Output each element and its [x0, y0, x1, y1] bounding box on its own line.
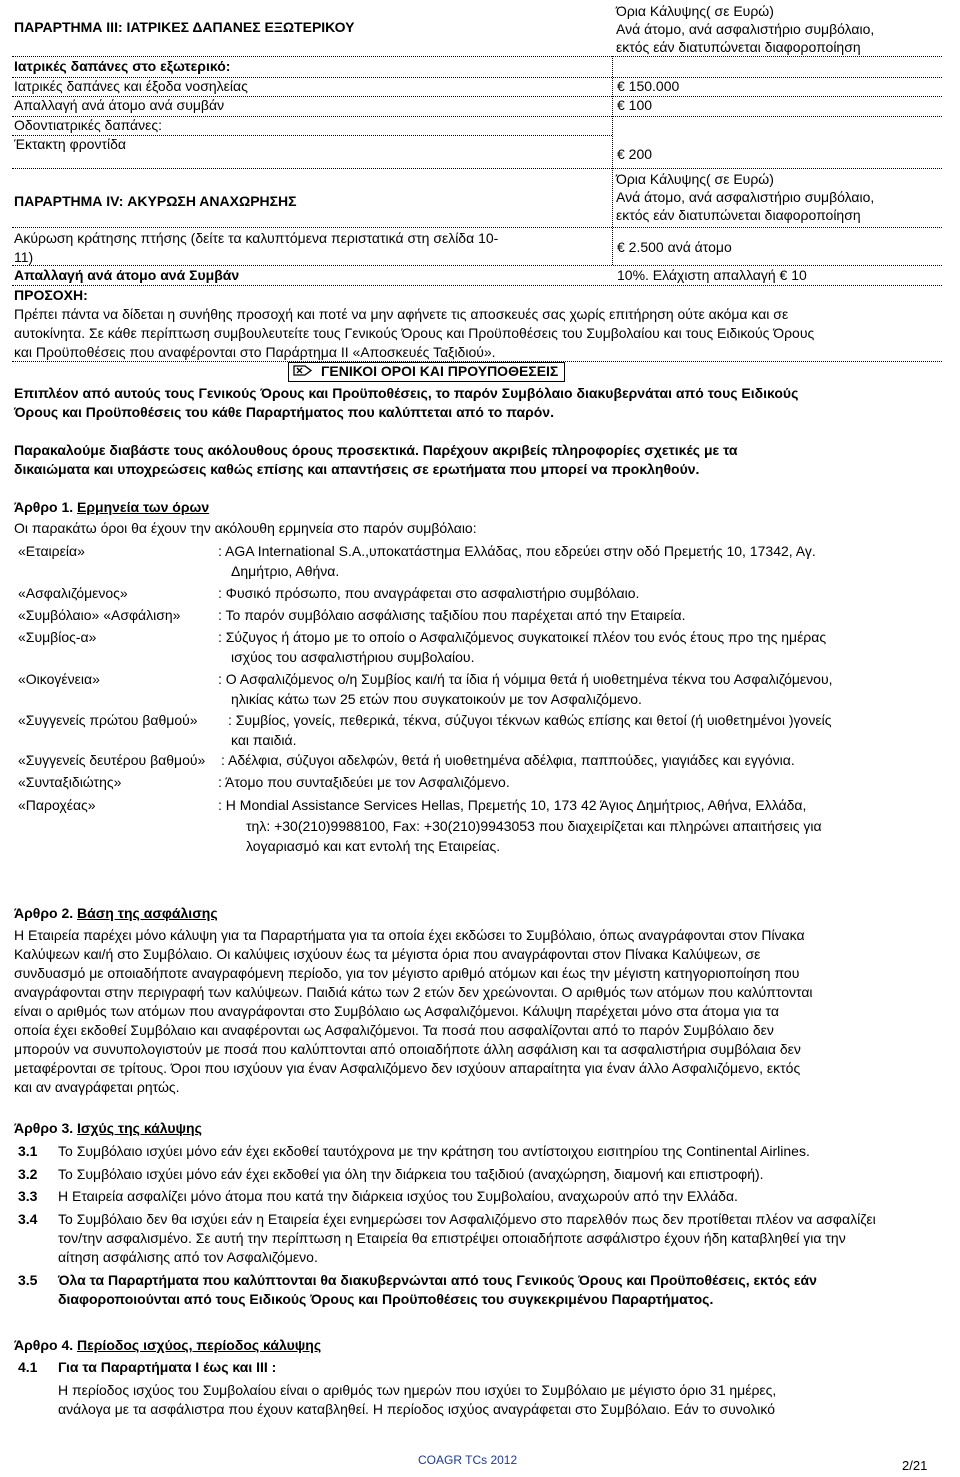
- limits-header: Όρια Κάλυψης( σε Ευρώ) Ανά άτομο, ανά ασφαλιστήριο συμβόλαιο, εκτός εάν διατυπώνεται διαφοροποίηση: [616, 3, 875, 55]
- article4-sub-num: 4.1: [18, 1359, 38, 1375]
- urgent-amount: € 200: [617, 146, 653, 162]
- read-carefully-text: Παρακαλούμε διαβάστε τους ακόλουθους όρους προσεκτικά. Παρέχουν ακριβείς πληροφορίες σχετικές με τα δικαιώματα και υποχρεώσεις καθώς επίσης και απαντήσεις σε ερωτήματα που μπορεί να προκληθούν.: [14, 442, 738, 477]
- hospital-amount: € 150.000: [617, 78, 680, 94]
- article1-lead: Οι παρακάτω όροι θα έχουν την ακόλουθη ερμηνεία στο παρόν συμβόλαιο:: [14, 520, 477, 536]
- pointing-hand-icon: [293, 364, 313, 380]
- limits-header-2: Όρια Κάλυψης( σε Ευρώ) Ανά άτομο, ανά ασφαλιστήριο συμβόλαιο, εκτός εάν διατυπώνεται διαφοροποίηση: [616, 171, 875, 223]
- excess-label: Απαλλαγή ανά άτομο ανά συμβάν: [14, 97, 225, 113]
- cancel-label: Ακύρωση κράτησης πτήσης (δείτε τα καλυπτόμενα περιστατικά στη σελίδα 10- 11): [14, 230, 499, 265]
- article2-heading: Άρθρο 2. Βάση της ασφάλισης: [14, 905, 218, 921]
- annex4-title: ΠΑΡΑΡΤΗΜΑ IV: ΑΚΥΡΩΣΗ ΑΝΑΧΩΡΗΣΗΣ: [14, 193, 297, 209]
- article4-line-1: Η περίοδος ισχύος του Συμβολαίου είναι ο αριθμός των ημερών που ισχύει το Συμβόλαιο με μέγιστο όριο 31 ημέρες,: [58, 1382, 777, 1398]
- excess-event-amount: 10%. Ελάχιστη απαλλαγή € 10: [617, 267, 807, 283]
- attention-title: ΠΡΟΣΟΧΗ:: [14, 287, 88, 303]
- article3-heading: Άρθρο 3. Ισχύς της κάλυψης: [14, 1120, 202, 1136]
- excess-event-label: Απαλλαγή ανά άτομο ανά Συμβάν: [14, 267, 240, 283]
- excess-amount: € 100: [617, 97, 653, 113]
- attention-text: Πρέπει πάντα να δίδεται η συνήθης προσοχή και ποτέ να μην αφήνετε τις αποσκευές σας χωρίς επιτήρηση ούτε ακόμα και σε αυτοκίνητα. Σε κάθε περίπτωση συμβουλευτείτε τους Γενικούς Όρους και Προϋποθέσεις του Συμβολαίου και τους Ειδικούς Όρους και Προϋποθέσεις που αναφέρονται στο Παράρτημα ΙΙ «Αποσκευές Ταξιδιού».: [14, 306, 815, 360]
- dental-label: Οδοντιατρικές δαπάνες:: [14, 117, 163, 133]
- general-terms-intro: Επιπλέον από αυτούς τους Γενικούς Όρους και Προϋποθέσεις, το παρόν Συμβόλαιο διακυβερνάται από τους Ειδικούς Όρους και Προϋποθέσεις του κάθε Παραρτήματος που καλύπτεται από το παρόν.: [14, 385, 799, 420]
- medical-abroad-label: Ιατρικές δαπάνες στο εξωτερικό:: [14, 58, 231, 74]
- article2-body: Η Εταιρεία παρέχει μόνο κάλυψη για τα Παραρτήματα για τα οποία έχει εκδώσει το Συμβόλαιο, όπως αναγράφονται στον Πίνακα Καλύψεων και/ή στο Συμβόλαιο. Οι καλύψεις ισχύουν έως τα μέγιστα όρια που αναγράφονται στον Πίνακα Καλύψεων, σε συνδυασμό με οποιαδήποτε αναγραφόμενη περίοδο, για τον μέγιστο αριθμό ατόμων και έως την μέγιστη κατηγοριοποίηση που αναγράφονται στην περιγραφή των καλύψεων. Παιδιά κάτω των 2 ετών δεν χρεώνονται. Ο αριθμός των ατόμων που καλύπτονται είναι ο αριθμός των ατόμων που αναγράφονται στο Συμβόλαιο ως Ασφαλιζόμενοι. Κάλυψη παρέχεται μόνο στα άτομα για τα οποία έχει εκδοθεί Συμβόλαιο και αναφέρονται ως Ασφαλιζόμενοι. Τα ποσά που ασφαλίζονται από το παρόν Συμβόλαιο δεν μπορούν να συνυπολογιστούν με ποσά που καλύπτονται από οποιαδήποτε άλλη ασφάλιση και τα ασφαλιστήρια συμβόλαια δεν μεταφέρονται σε τρίτους. Όροι που ισχύουν για έναν Ασφαλιζόμενο δεν ισχύουν απαραίτητα για έναν άλλο Ασφαλιζόμενο, εκτός και αν αναγράφεται ρητώς.: [14, 927, 813, 1095]
- general-terms-heading-box: [288, 362, 565, 382]
- footer-doc-code: COAGR TCs 2012: [418, 1453, 518, 1467]
- urgent-label: Έκτακτη φροντίδα: [14, 136, 126, 152]
- article4-heading: Άρθρο 4. Περίοδος ισχύος, περίοδος κάλυψης: [14, 1337, 322, 1353]
- hospital-label: Ιατρικές δαπάνες και έξοδα νοσηλείας: [14, 78, 248, 94]
- article1-heading: Άρθρο 1. Ερμηνεία των όρων: [14, 499, 210, 515]
- general-terms-heading: ΓΕΝΙΚΟΙ ΟΡΟΙ ΚΑΙ ΠΡΟΥΠΟΘΕΣΕΙΣ: [321, 363, 559, 379]
- cancel-amount: € 2.500 ανά άτομο: [617, 239, 732, 255]
- article4-line-2: ανάλογα με τα ασφάλιστρα που έχουν καταβληθεί. Η περίοδος ισχύος αναγράφεται στο Συμβόλαιο. Εάν το συνολικό: [58, 1401, 776, 1417]
- article4-sub-title: Για τα Παραρτήματα I έως και III :: [58, 1359, 277, 1375]
- footer-page-number: 2/21: [902, 1458, 928, 1473]
- annex3-title: ΠΑΡΑΡΤΗΜΑ III: ΙΑΤΡΙΚΕΣ ΔΑΠΑΝΕΣ ΕΞΩΤΕΡΙΚΟΥ: [14, 19, 355, 35]
